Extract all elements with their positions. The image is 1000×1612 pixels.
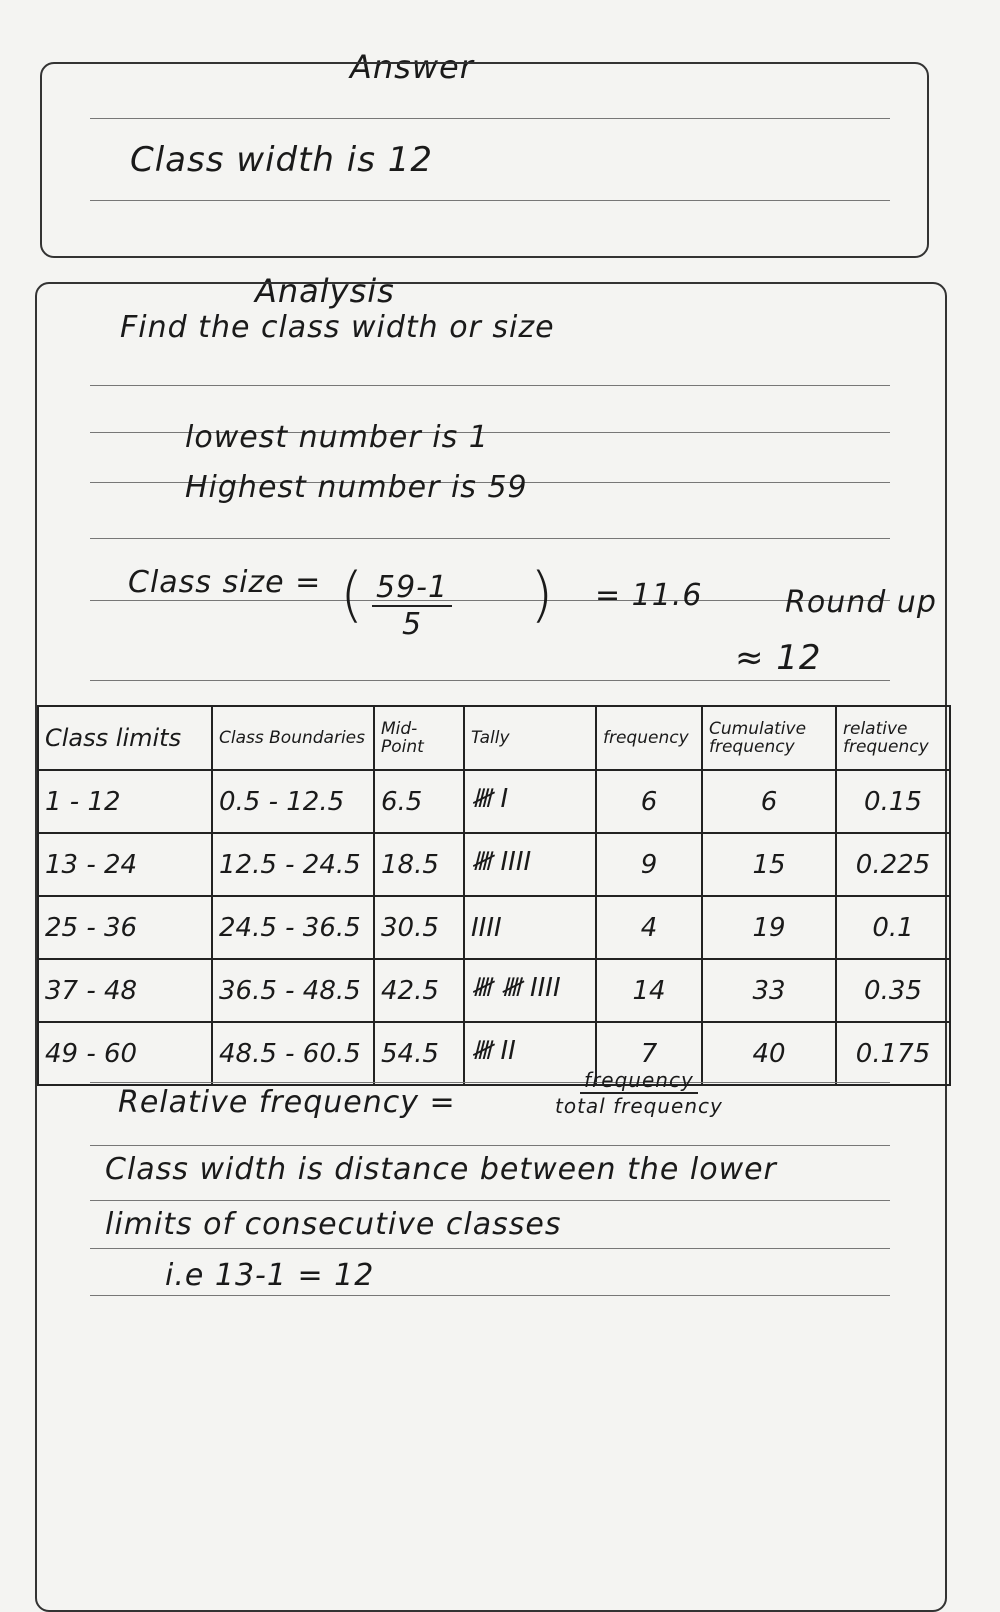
rf-numerator: frequency	[580, 1068, 698, 1094]
table-row	[38, 896, 950, 959]
header-class-limits: Class limits	[38, 706, 212, 770]
table-cell: 25 - 36	[38, 896, 212, 959]
header-frequency: frequency	[596, 706, 702, 770]
table-cell: 37 - 48	[38, 959, 212, 1022]
frequency-table	[37, 705, 951, 1086]
table-cell: IIII	[464, 896, 596, 959]
table-cell: 40	[702, 1022, 836, 1085]
table-cell: 0.225	[836, 833, 950, 896]
header-tally: Tally	[464, 706, 596, 770]
table-cell: 36.5 - 48.5	[212, 959, 374, 1022]
table-cell: 14	[596, 959, 702, 1022]
table-cell: 1 - 12	[38, 770, 212, 833]
table-cell: 𝍸 I	[464, 770, 596, 833]
analysis-line: Find the class width or size	[120, 310, 555, 345]
table-header-row	[38, 706, 950, 770]
table-row	[38, 959, 950, 1022]
analysis-heading: Analysis	[255, 272, 395, 310]
table-cell: 6	[702, 770, 836, 833]
table-cell: 𝍸 IIII	[464, 833, 596, 896]
table-cell: 30.5	[374, 896, 464, 959]
round-note: Round up	[785, 585, 937, 620]
table-cell: 6.5	[374, 770, 464, 833]
table-row	[38, 1022, 950, 1085]
table-cell: 7	[596, 1022, 702, 1085]
answer-text: Class width is 12	[130, 140, 434, 180]
header-relative-frequency: relative frequency	[836, 706, 950, 770]
table-cell: 12.5 - 24.5	[212, 833, 374, 896]
header-cumulative-frequency: Cumulative frequency	[702, 706, 836, 770]
table-cell: 0.15	[836, 770, 950, 833]
rounded-value: ≈ 12	[735, 638, 822, 678]
class-size-fraction	[372, 570, 452, 642]
table-cell: 54.5	[374, 1022, 464, 1085]
table-row	[38, 770, 950, 833]
table-cell: 49 - 60	[38, 1022, 212, 1085]
table-cell: 4	[596, 896, 702, 959]
table-cell: 0.5 - 12.5	[212, 770, 374, 833]
table-row	[38, 833, 950, 896]
note-line: Class width is distance between the lower	[105, 1152, 777, 1187]
table-cell: 0.175	[836, 1022, 950, 1085]
note-line: i.e 13-1 = 12	[165, 1258, 375, 1293]
numerator: 59-1	[372, 570, 452, 607]
class-size-label: Class size =	[128, 565, 322, 600]
relative-frequency-label: Relative frequency =	[118, 1085, 456, 1120]
analysis-line: lowest number is 1	[185, 420, 489, 455]
table-cell: 18.5	[374, 833, 464, 896]
table-cell: 0.35	[836, 959, 950, 1022]
relative-frequency-fraction	[555, 1068, 723, 1118]
class-size-result: = 11.6	[595, 578, 703, 613]
table-cell: 0.1	[836, 896, 950, 959]
rf-denominator: total frequency	[555, 1094, 723, 1118]
header-class-boundaries: Class Boundaries	[212, 706, 374, 770]
note-line: limits of consecutive classes	[105, 1207, 562, 1242]
paren-close: )	[530, 560, 555, 630]
header-mid-point: Mid-Point	[374, 706, 464, 770]
denominator: 5	[402, 607, 423, 642]
table-cell: 6	[596, 770, 702, 833]
table-cell: 13 - 24	[38, 833, 212, 896]
table-cell: 𝍸 II	[464, 1022, 596, 1085]
table-cell: 9	[596, 833, 702, 896]
table-cell: 24.5 - 36.5	[212, 896, 374, 959]
table-cell: 33	[702, 959, 836, 1022]
table-cell: 𝍸 𝍸 IIII	[464, 959, 596, 1022]
answer-heading: Answer	[350, 48, 474, 86]
analysis-line: Highest number is 59	[185, 470, 528, 505]
table-cell: 42.5	[374, 959, 464, 1022]
table-cell: 19	[702, 896, 836, 959]
paren-open: (	[340, 560, 365, 630]
table-cell: 15	[702, 833, 836, 896]
table-cell: 48.5 - 60.5	[212, 1022, 374, 1085]
